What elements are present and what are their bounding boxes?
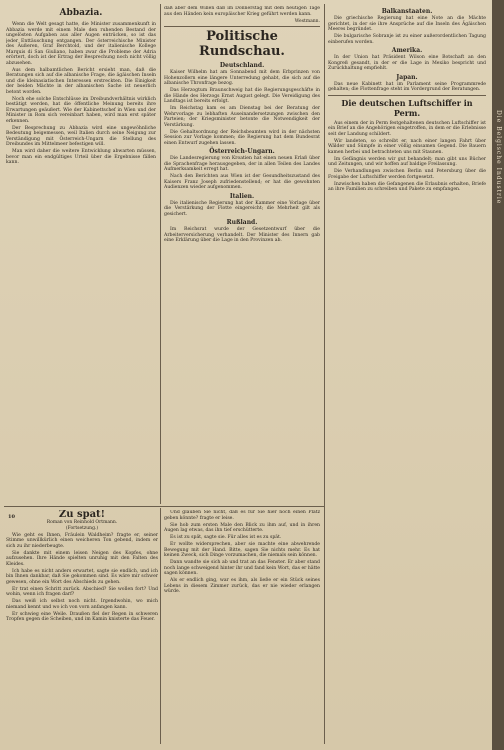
- paragraph: Das neue Kabinett hat im Parlament seine Programmrede gehalten; die Flottenfrage steht im Vordergrund der Beratungen.: [328, 81, 486, 92]
- paragraph: Er trat einen Schritt zurück. Abschied? Sie wollen fort? Und wohin, wenn ich fragen darf?: [6, 586, 158, 597]
- serial-column-1: [6, 510, 158, 744]
- section-title-japan: Japan.: [396, 73, 418, 81]
- paragraph: Als er endlich ging, war es ihm, als ließe er ein Stück seines Lebens in diesem Zimmer zurück, das er nie wieder erlangen würde.: [164, 578, 320, 594]
- right-column: [328, 6, 486, 744]
- article-headline-luftschiffer: Die deutschen Luftschiffer in Perm.: [341, 97, 473, 118]
- paragraph: Aus dem halbamtlichen Bericht ersieht man, daß die Beratungen sich auf die albanische Frage, die ägäischen Inseln und die kleinasiatischen Interessen erstreckten. Die Einigkeit der beiden Mächte in der albanischen Sache ist neuerlich betont worden.: [6, 67, 156, 95]
- serial-note: (Fortsetzung.): [65, 526, 99, 531]
- paragraph: Im Gefängnis werden wir gut behandelt; man gibt uns Bücher und Zeitungen, und wir hoffen auf baldige Freilassung.: [328, 156, 486, 167]
- column-rule: [324, 4, 325, 744]
- paragraph: Im Reichsrat wurde der Gesetzentwurf über die Arbeiterversicherung verhandelt. Der Minister des Innern gab eine Erklärung über die Lage in den Provinzen ab.: [164, 227, 320, 243]
- paragraph: Die Verhandlungen zwischen Berlin und Petersburg über die Freigabe der Luftschiffer werden fortgesetzt.: [328, 169, 486, 180]
- paragraph: Wir landeten, so schreibt er, nach einer langen Fahrt über Wälder und Sümpfe in einer völlig einsamen Gegend. Die Bauern kamen herbei und betrachteten uns mit Staunen.: [328, 138, 486, 155]
- divider: [328, 95, 486, 96]
- section-title-amerika: Amerika.: [391, 47, 423, 54]
- paragraph: Es ist zu spät, sagte sie. Für alles ist es zu spät.: [170, 535, 282, 540]
- paragraph: Sie dankte mit einem leisen Neigen des Kopfes, ohne aufzusehen. Ihre Hände spielten unruhig mit den Falten des Kleides.: [6, 550, 158, 567]
- paragraph: Dann wandte sie sich ab und trat an das Fenster. Er aber stand noch lange schweigend hinter ihr und fand kein Wort, das er hätte sagen können.: [164, 560, 320, 576]
- paragraph: Nach den Berichten aus Wien ist der Gesundheitszustand des Kaisers Franz Joseph zufriedenstellend; er hat die gewohnten Audienzen wieder aufgenommen.: [164, 174, 320, 190]
- paragraph: Das Herzogtum Braunschweig hat die Regierungsgeschäfte in die Hände des Herzogs Ernst August gelegt. Die Vereidigung des Landtags ist bereits erfolgt.: [164, 88, 320, 104]
- article-headline-abbazia: Abbazia.: [59, 8, 103, 18]
- paragraph: Die italienische Regierung hat der Kammer eine Vorlage über die Verstärkung der Flotte eingereicht; die Mehrheit gilt als gesichert.: [164, 200, 320, 217]
- paragraph: Die Gehaltsordnung der Reichsbeamten wird in der nächsten Session zur Vorlage kommen; die Regierung hat dem Bundesrat einen Entwurf zugehen lassen.: [164, 129, 320, 146]
- paragraph: Ich habe es nicht anders erwartet, sagte sie endlich, und ich bin Ihnen dankbar, daß Sie gekommen sind. Es wäre mir schwer gewesen, ohne ein Wort des Abschieds zu gehen.: [6, 568, 158, 585]
- section-title-russland: Rußland.: [226, 219, 258, 226]
- serial-column-2: [164, 510, 320, 744]
- paragraph: Die bulgarische Sobranje ist zu einer außerordentlichen Tagung einberufen worden.: [328, 34, 486, 45]
- paragraph: Noch ehe solche Entschlüsse im Dreibundverhältnis wirklich bestätigt werden, hat die öffentliche Meinung bereits ihre Erwartungen geäußert. Wie der Kabinettschef in Wien und der Minister in Rom sich vereinbart haben, wird man erst später erkennen.: [6, 96, 156, 124]
- margin-label: Die Belgische Industrie: [495, 110, 502, 205]
- serial-divider: [4, 506, 324, 507]
- section-title-oesterreich: Österreich-Ungarn.: [209, 148, 275, 155]
- paragraph: Im Reichstag kam es am Dienstag bei der Beratung der Wehrvorlage zu lebhaften Auseinandersetzungen zwischen den Parteien; der Kriegsminister betonte die Notwendigkeit der Verstärkung.: [164, 106, 320, 128]
- article-headline-politische-rundschau: Politische Rundschau.: [199, 29, 285, 59]
- paragraph: Aus einem der in Perm festgehaltenen deutschen Luftschiffer ist ein Brief an die Angehörigen eingetroffen, in dem er die Erlebnisse seit der Landung schildert.: [328, 120, 486, 137]
- paragraph: Die griechische Regierung hat eine Note an die Mächte gerichtet, in der sie ihre Ansprüche auf die Inseln des Ägäischen Meeres begründet.: [328, 16, 486, 32]
- section-title-italien: Italien.: [229, 192, 255, 200]
- paragraph: Der Besprechung zu Abbazia wird eine ungewöhnliche Bedeutung beigemessen, weil Italien durch seine Neigung zur Verständigung mit Österreich-Ungarn die Stellung des Dreibundes im Mittelmeer befestigen will.: [6, 125, 156, 147]
- paragraph: Er wollte widersprechen, aber sie machte eine abwehrende Bewegung mit der Hand. Bitte, sagen Sie nichts mehr. Es hat keinen Zweck, sich Dinge vorzumachen, die niemals sein können.: [164, 542, 320, 558]
- top-notice: daß aber dem Willen daß im Donnerstag mit dem heutigen Tage aus den Händen kein europäischer Krieg geführt werden kann.: [164, 6, 320, 17]
- paragraph: In der Union hat Präsident Wilson eine Botschaft an den Kongreß gesandt, in der er die Lage in Mexiko bespricht und Zurückhaltung empfiehlt.: [328, 55, 486, 71]
- paragraph: Das weiß ich selbst noch nicht. Irgendwohin, wo mich niemand kennt und wo ich von vorn anfangen kann.: [6, 599, 158, 610]
- section-title-balkan: Balkanstaaten.: [381, 8, 433, 15]
- paragraph: Wenn die Welt gesagt hatte, die Minister zusammenkunft in Abbazia werde mit einem Male den ruhenden Bestand der ungelösten Aufgaben aus aller Augen entrücken, so ist das jeder Enttäuschung entgangen. Der österreichische Minister des Äußeren, Graf Berchtold, und der italienische Kollege Marquis di San Giuliano, haben zwar die Probleme der Adria erörtert, doch ist der Ertrag der Besprechung noch nicht völlig abzusehen.: [6, 22, 156, 66]
- top-notice-byline: Westmann.: [294, 18, 320, 24]
- paragraph: Sie hob zum ersten Male den Blick zu ihm auf, und in ihren Augen lag etwas, das ihn tief erschütterte.: [164, 522, 320, 533]
- serial-subtitle: Roman von Reinhold Ortmann.: [46, 519, 118, 525]
- page-number: 10: [8, 514, 15, 520]
- paragraph: Er schwieg eine Weile. Draußen fiel der Regen in schweren Tropfen gegen die Scheiben, und im Kamin knisterte das Feuer.: [6, 611, 158, 622]
- column-rule: [160, 4, 161, 504]
- paragraph: Und glauben Sie nicht, daß es für Sie hier noch einen Platz geben könnte? fragte er leise.: [164, 510, 320, 521]
- paragraph: Man wird daher die weitere Entwicklung abwarten müssen, bevor man ein endgültiges Urteil über die Ergebnisse fällen kann.: [6, 149, 156, 165]
- section-title-deutschland: Deutschland.: [219, 62, 265, 69]
- divider: [164, 26, 320, 27]
- paragraph: Die Landesregierung von Kroatien hat einen neuen Erlaß über die Sprachenfrage herausgegeben, der in allen Teilen des Landes Aufmerksamkeit erregt hat.: [164, 156, 320, 172]
- middle-column: [164, 6, 320, 506]
- paragraph: Wie geht es Ihnen, Fräulein Waldheim? fragte er, seiner Stimme unwillkürlich einen weicheren Ton gebend, indem er sich zu ihr niederbeugte.: [6, 532, 158, 549]
- paragraph: Inzwischen haben die Gefangenen die Erlaubnis erhalten, Briefe an ihre Familien zu schreiben und Pakete zu empfangen.: [328, 181, 486, 192]
- left-column: [6, 6, 156, 506]
- serial-title: Zu spät!: [58, 510, 106, 520]
- column-rule: [160, 508, 161, 744]
- binding-margin: [492, 0, 504, 750]
- paragraph: Kaiser Wilhelm hat am Sonnabend mit dem Erbprinzen von Hohenzollern eine längere Unterredung gehabt, die sich auf die albanische Thronfrage bezog.: [164, 70, 320, 86]
